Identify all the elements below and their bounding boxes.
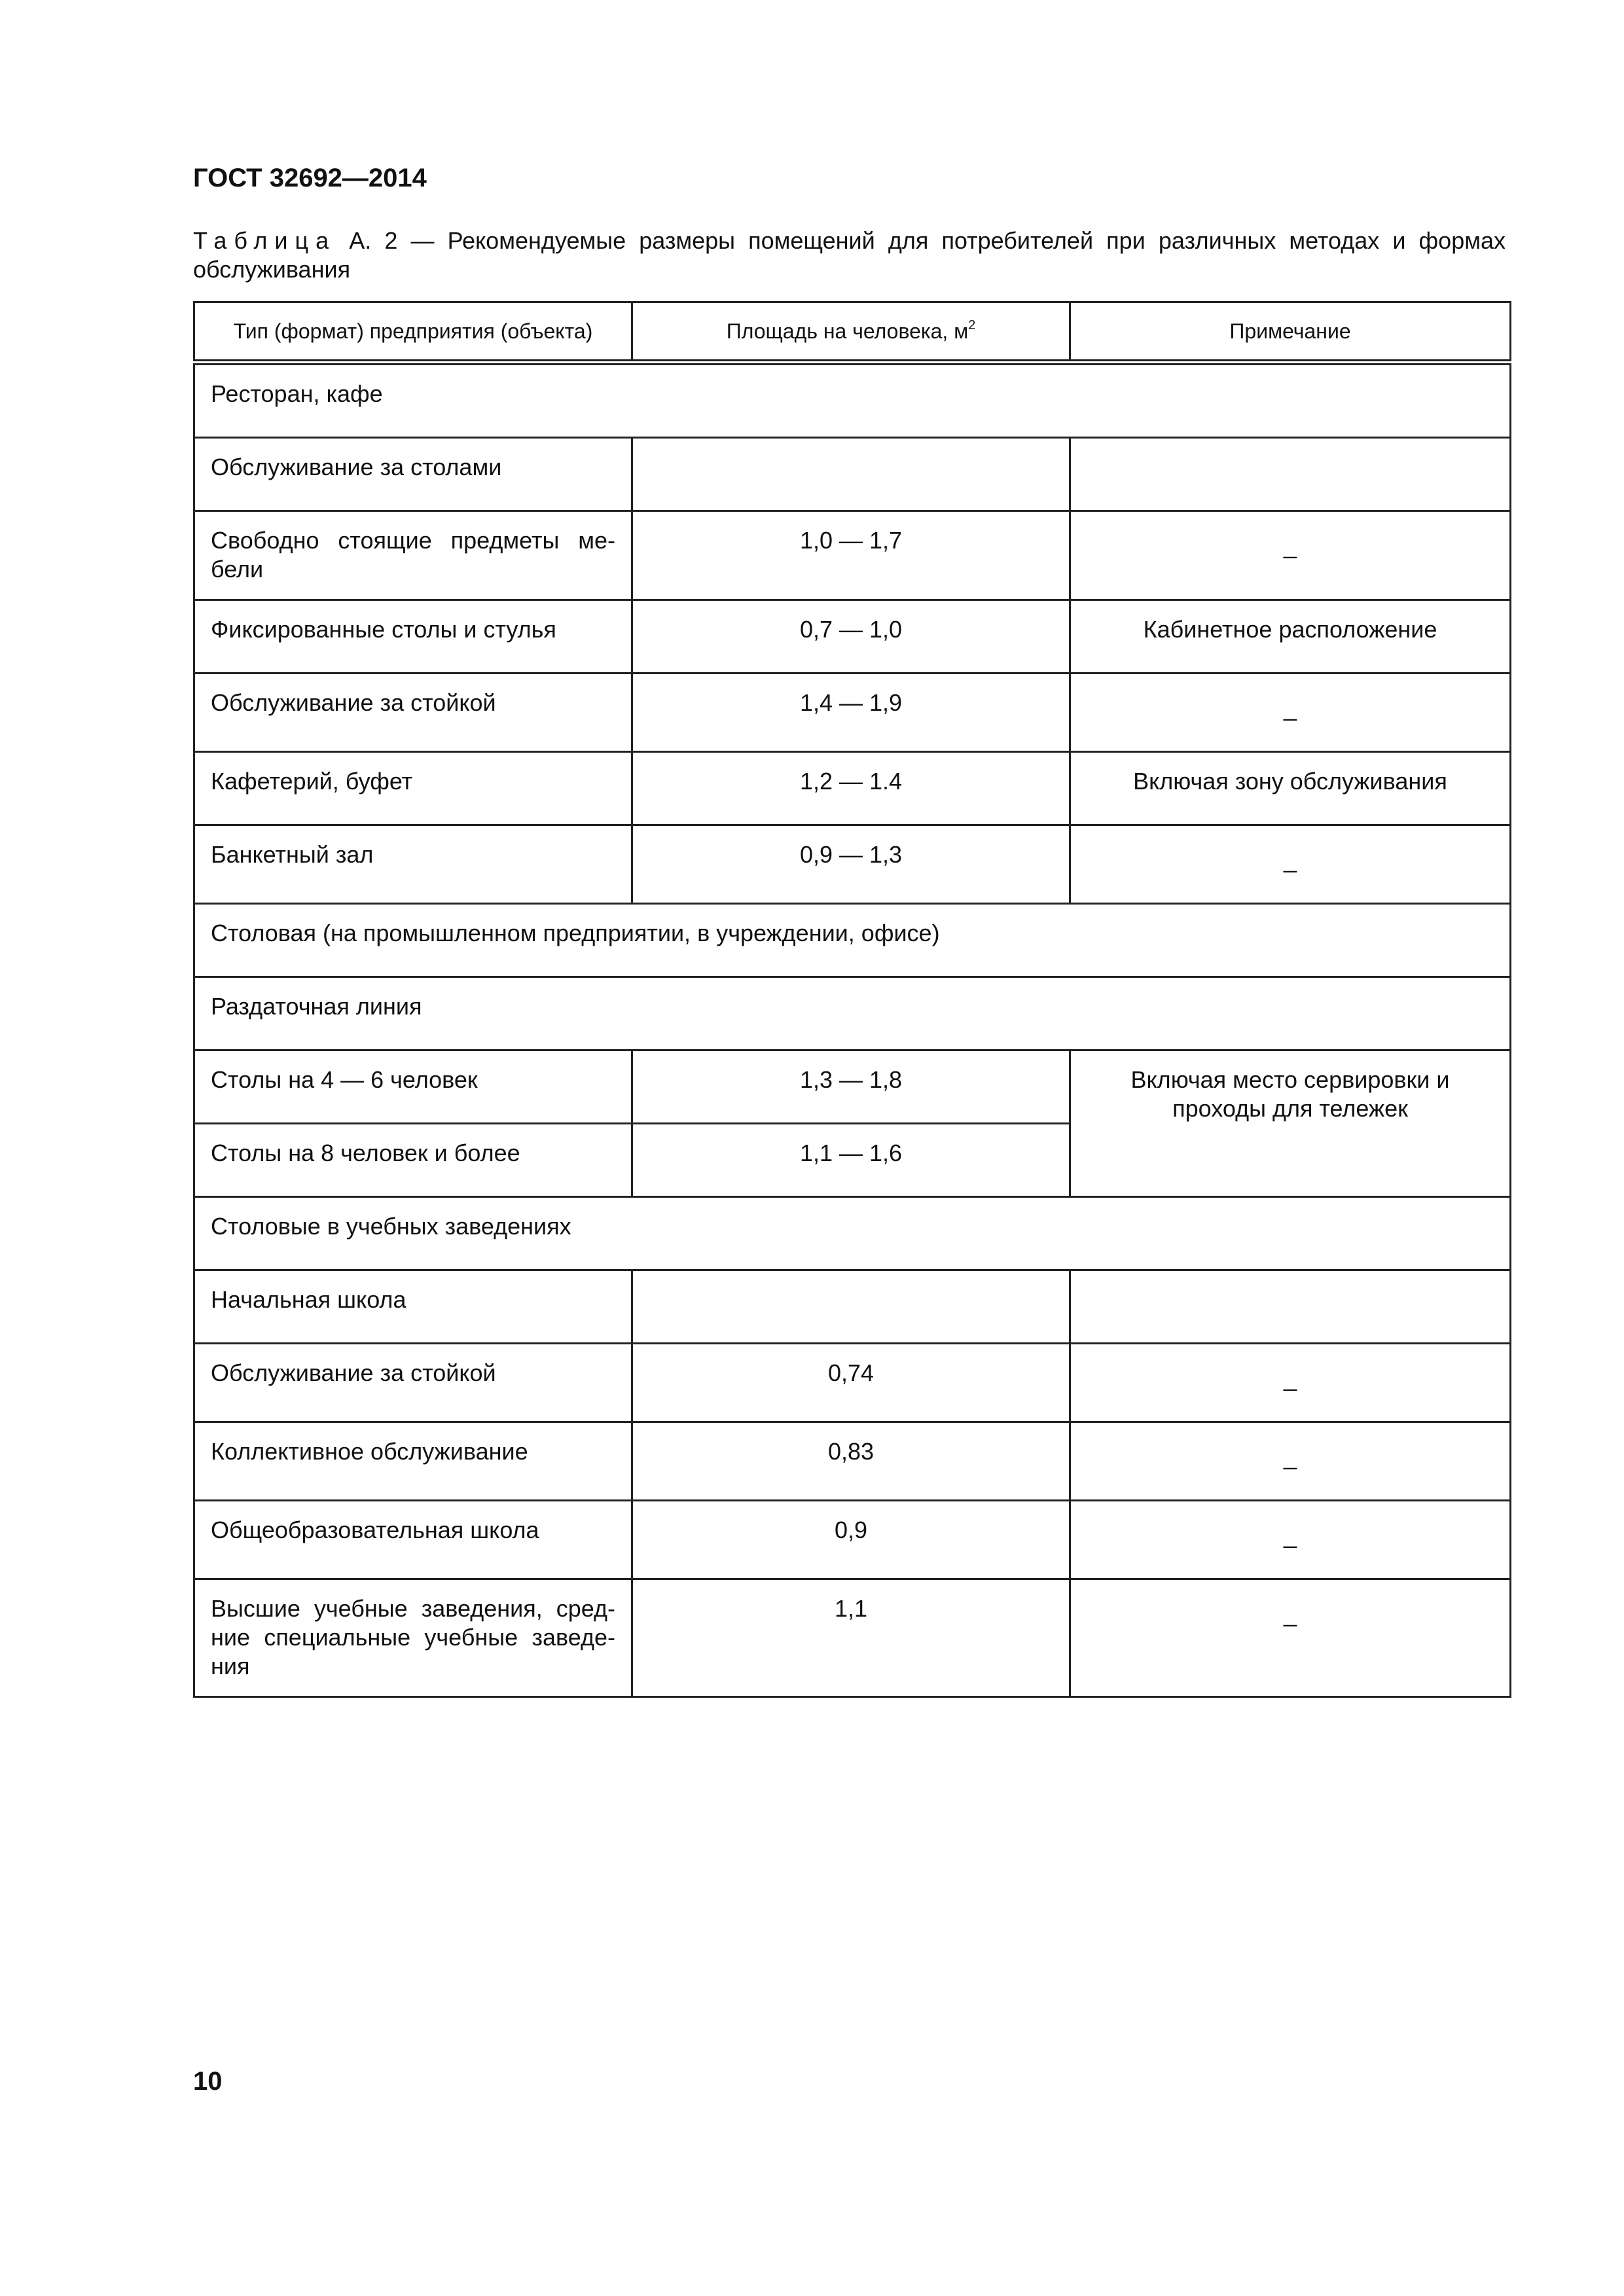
row-value	[632, 438, 1070, 511]
row-note: _	[1070, 511, 1511, 600]
row-value: 1,2 — 1.4	[632, 752, 1070, 825]
row-name: Общеобразовательная школа	[194, 1501, 632, 1579]
header-area-unit-exponent: 2	[968, 317, 976, 332]
document-id: ГОСТ 32692—2014	[193, 164, 427, 192]
header-note: Примечание	[1070, 302, 1511, 363]
table-row	[194, 825, 1511, 904]
row-name: Столы на 4 — 6 человек	[194, 1050, 632, 1124]
row-note: Включая зону обслуживания	[1070, 752, 1511, 825]
table-row	[194, 1501, 1511, 1579]
row-note	[1070, 438, 1511, 511]
header-area	[632, 302, 1070, 363]
row-name: Банкетный зал	[194, 825, 632, 904]
section-row	[194, 1197, 1511, 1270]
section-row	[194, 363, 1511, 438]
section-label: Столовая (на промышленном предприятии, в учреждении, офисе)	[194, 904, 1511, 977]
table-row	[194, 1050, 1511, 1124]
table-row	[194, 1422, 1511, 1501]
table-row	[194, 1344, 1511, 1422]
section-label: Раздаточная линия	[194, 977, 1511, 1050]
section-label: Столовые в учебных заведениях	[194, 1197, 1511, 1270]
row-value: 0,9 — 1,3	[632, 825, 1070, 904]
row-value: 1,0 — 1,7	[632, 511, 1070, 600]
row-value: 0,9	[632, 1501, 1070, 1579]
page-number: 10	[193, 2067, 223, 2096]
row-value: 1,3 — 1,8	[632, 1050, 1070, 1124]
header-type: Тип (формат) предприятия (объекта)	[194, 302, 632, 363]
row-name: Обслуживание за стойкой	[194, 1344, 632, 1422]
row-name: Столы на 8 человек и более	[194, 1124, 632, 1197]
table-caption	[193, 226, 1506, 284]
row-note: _	[1070, 1344, 1511, 1422]
row-note: _	[1070, 1501, 1511, 1579]
row-value: 1,4 — 1,9	[632, 673, 1070, 752]
sizes-table	[193, 301, 1511, 1698]
row-note: _	[1070, 1422, 1511, 1501]
section-row	[194, 977, 1511, 1050]
section-label: Ресторан, кафе	[194, 363, 1511, 438]
table-row	[194, 511, 1511, 600]
row-note: _	[1070, 825, 1511, 904]
row-value: 1,1 — 1,6	[632, 1124, 1070, 1197]
row-value: 0,7 — 1,0	[632, 600, 1070, 673]
table-header-row	[194, 302, 1511, 363]
row-note	[1070, 1270, 1511, 1344]
table-row	[194, 752, 1511, 825]
table-row	[194, 1270, 1511, 1344]
table-row	[194, 438, 1511, 511]
row-value	[632, 1270, 1070, 1344]
table-caption-label: Таблица	[193, 227, 336, 254]
row-value: 0,83	[632, 1422, 1070, 1501]
row-name: Начальная школа	[194, 1270, 632, 1344]
table-row	[194, 1579, 1511, 1697]
row-value: 1,1	[632, 1579, 1070, 1697]
row-name: Обслуживание за столами	[194, 438, 632, 511]
row-name: Обслуживание за стойкой	[194, 673, 632, 752]
row-name: Высшие учебные заведения, сред-ние специальные учебные заведе-ния	[194, 1579, 632, 1697]
row-note: Кабинетное расположение	[1070, 600, 1511, 673]
header-area-label: Площадь на человека, м	[726, 319, 969, 343]
row-name: Коллективное обслуживание	[194, 1422, 632, 1501]
table-row	[194, 600, 1511, 673]
table-row	[194, 673, 1511, 752]
row-value: 0,74	[632, 1344, 1070, 1422]
table-caption-text: А. 2 — Рекомендуемые размеры помещений для потребителей при различных методах и формах обслуживания	[193, 227, 1506, 283]
row-note: _	[1070, 673, 1511, 752]
row-name: Свободно стоящие предметы ме-бели	[194, 511, 632, 600]
row-name: Фиксированные столы и стулья	[194, 600, 632, 673]
row-note: Включая место сервировки и проходы для тележек	[1070, 1050, 1511, 1197]
row-name: Кафетерий, буфет	[194, 752, 632, 825]
section-row	[194, 904, 1511, 977]
row-note: _	[1070, 1579, 1511, 1697]
